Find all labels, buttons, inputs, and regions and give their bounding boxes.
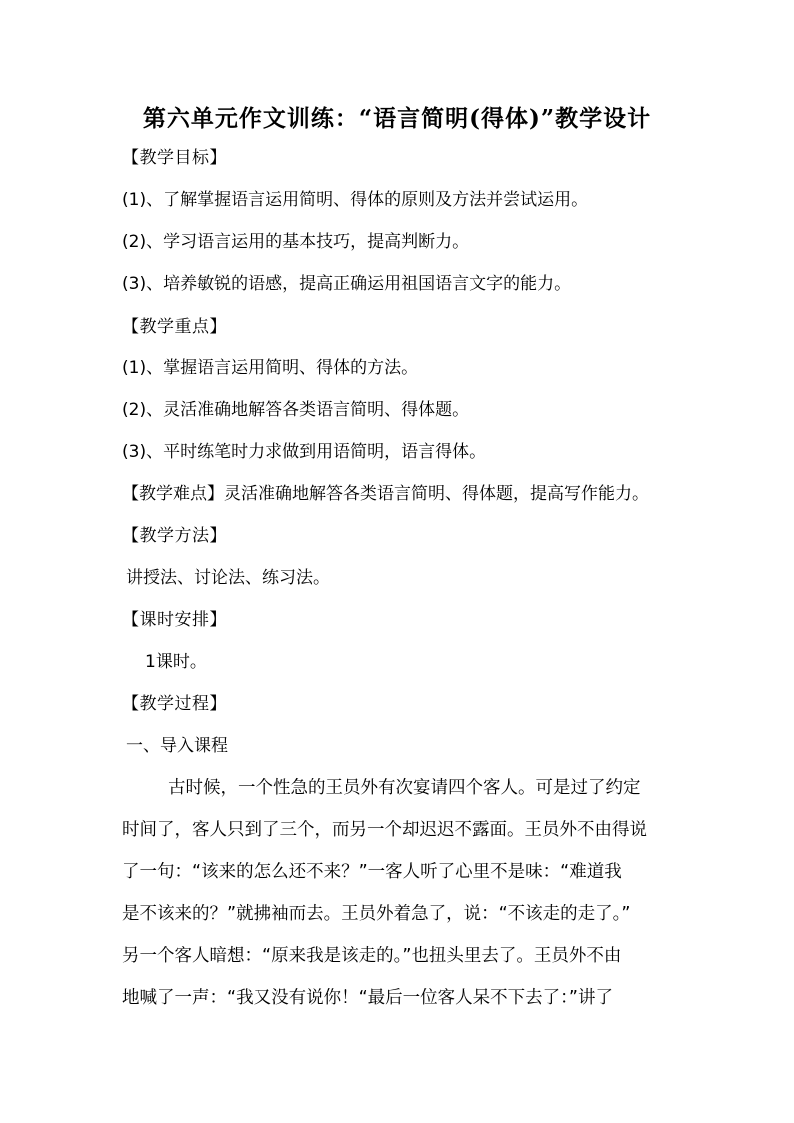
key-points-heading: 【教学重点】 <box>122 317 227 337</box>
process-section-title: 一、导入课程 <box>126 736 228 756</box>
objective-item-1: (1)、了解掌握语言运用简明、得体的原则及方法并尝试运用。 <box>122 190 589 210</box>
methods-text: 讲授法、讨论法、练习法。 <box>126 568 330 588</box>
paragraph-line-2: 时间了，客人只到了三个，而另一个却迟迟不露面。王员外不由得说 <box>122 820 647 840</box>
paragraph-line-3: 了一句：“该来的怎么还不来？”一客人听了心里不是味：“难道我 <box>122 862 622 882</box>
document-title: 第六单元作文训练：“语言简明(得体)”教学设计 <box>142 105 652 132</box>
objective-item-3: (3)、培养敏锐的语感，提高正确运用祖国语言文字的能力。 <box>122 274 572 294</box>
schedule-text: 1课时。 <box>145 652 207 672</box>
methods-heading: 【教学方法】 <box>122 526 227 546</box>
schedule-heading: 【课时安排】 <box>122 610 227 630</box>
paragraph-line-5: 另一个客人暗想：“原来我是该走的。”也扭头里去了。王员外不由 <box>122 946 622 966</box>
paragraph-line-4: 是不该来的？”就拂袖而去。王员外着急了，说：“不该走的走了。” <box>122 904 631 924</box>
key-point-item-1: (1)、掌握语言运用简明、得体的方法。 <box>122 358 419 378</box>
difficulty-line: 【教学难点】灵活准确地解答各类语言简明、得体题，提高写作能力。 <box>122 484 649 504</box>
key-point-item-2: (2)、灵活准确地解答各类语言简明、得体题。 <box>122 400 470 420</box>
objective-item-2: (2)、学习语言运用的基本技巧，提高判断力。 <box>122 232 470 252</box>
paragraph-line-1: 古时候，一个性急的王员外有次宴请四个客人。可是过了约定 <box>168 778 641 798</box>
paragraph-line-6: 地喊了一声：“我又没有说你！“最后一位客人呆不下去了：”讲了 <box>122 988 613 1008</box>
objectives-heading: 【教学目标】 <box>122 148 227 168</box>
process-heading: 【教学过程】 <box>122 694 227 714</box>
key-point-item-3: (3)、平时练笔时力求做到用语简明，语言得体。 <box>122 442 487 462</box>
